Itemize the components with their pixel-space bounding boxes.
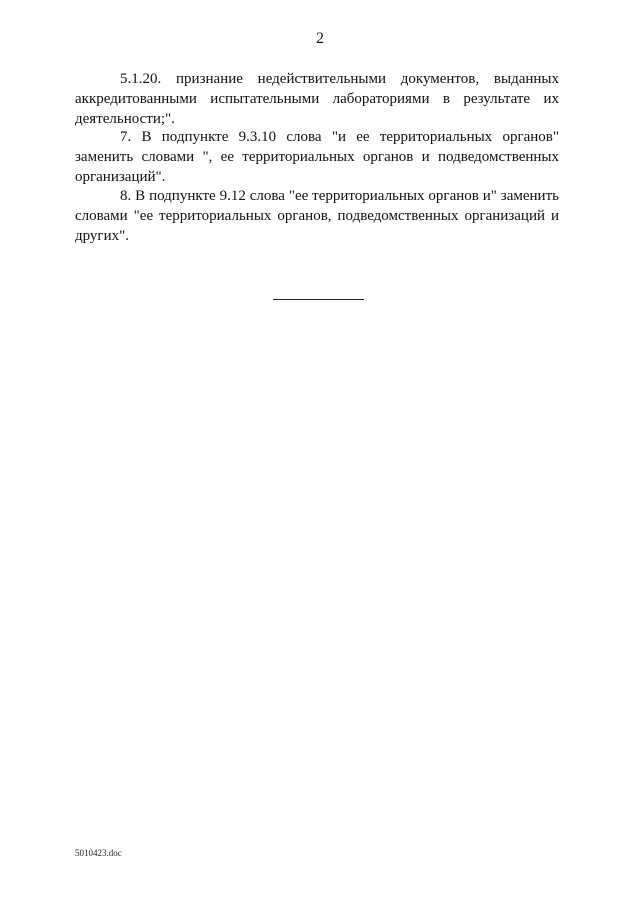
end-divider <box>273 299 364 300</box>
page-number: 2 <box>316 30 324 47</box>
paragraph-7: 7. В подпункте 9.3.10 слова "и ее территориальных органов" заменить словами ", ее территориальных органов и подведомственных организаций". <box>75 129 559 185</box>
file-reference: 5010423.doc <box>75 848 122 858</box>
paragraph-5-1-20: 5.1.20. признание недействительными документов, выданных аккредитованными испытательными лабораториями в результате их деятельности;". <box>75 71 559 127</box>
paragraph-8: 8. В подпункте 9.12 слова "ее территориальных органов и" заменить словами "ее территориальных органов, подведомственных организаций и других". <box>75 188 559 244</box>
